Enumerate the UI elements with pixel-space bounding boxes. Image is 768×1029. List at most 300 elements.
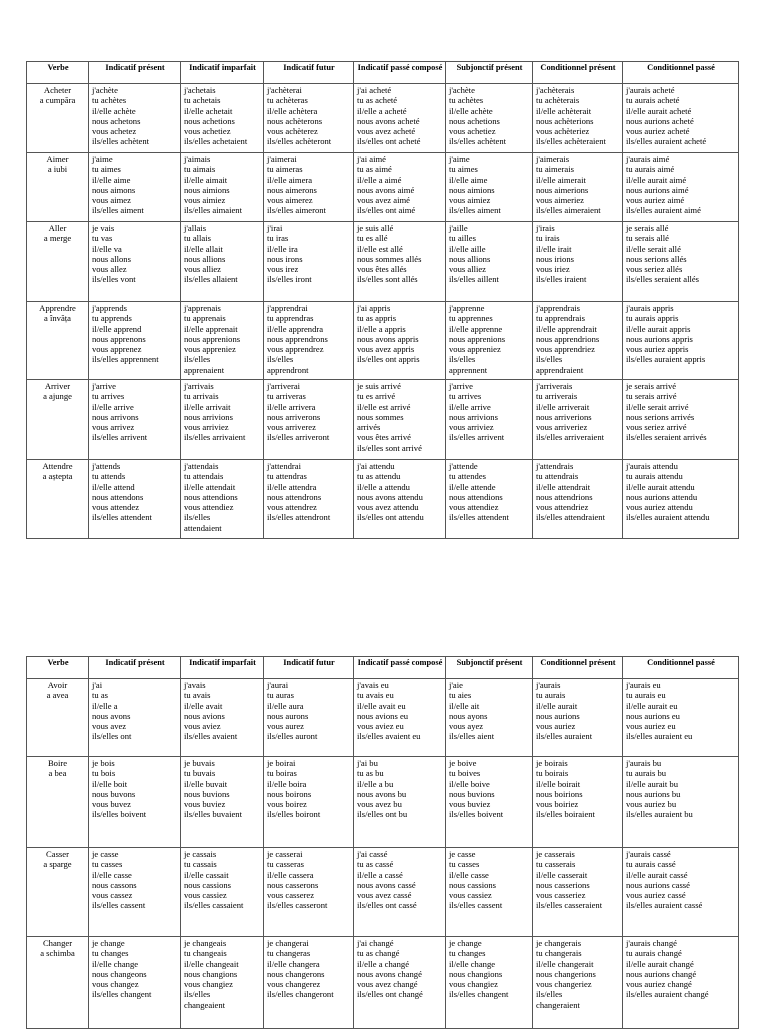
conjugation-form: tu achètes — [92, 95, 127, 106]
conjugation-form: vous apprendrez — [267, 344, 324, 355]
conjugation-form: j'aurais bu — [626, 758, 662, 768]
conjugation-cell — [181, 757, 264, 848]
conjugation-cell — [446, 302, 533, 380]
conjugation-form: vous changiez — [184, 979, 233, 990]
conjugation-cell — [89, 222, 181, 302]
conjugation-form: tu avais eu — [357, 690, 394, 701]
conjugation-cell — [264, 679, 354, 757]
verb-translation: a avea — [46, 690, 69, 701]
conjugation-form: nous aurions aimé — [626, 184, 689, 195]
conjugation-form: tu arriverais — [536, 391, 578, 402]
conjugation-form: vous auriez attendu — [626, 502, 693, 513]
conjugation-form: il/elle a bu — [357, 778, 394, 789]
conjugation-form: tu attendais — [184, 471, 224, 482]
conjugation-form: il/elle boira — [267, 778, 307, 789]
conjugation-cell — [446, 937, 533, 1029]
conjugation-form: tu as bu — [357, 768, 384, 779]
conjugation-form: il/elle apprendrait — [536, 323, 597, 334]
verb-cell — [27, 222, 89, 302]
conjugation-cell — [181, 679, 264, 757]
conjugation-form: il/elle aurait — [536, 700, 578, 711]
conjugation-form: il/elle attend — [92, 481, 135, 492]
conjugation-form: ils/elles aimeraient — [536, 205, 601, 216]
conjugation-form: tu aurais acheté — [626, 95, 680, 106]
conjugation-form: il/elle casse — [92, 869, 132, 880]
conjugation-form: tu changerais — [536, 948, 582, 959]
verb-translation: a bea — [48, 768, 67, 779]
conjugation-form: ils/elles aimeront — [267, 205, 326, 216]
conjugation-form: tu aurais appris — [626, 313, 679, 324]
conjugation-cell — [264, 153, 354, 222]
conjugation-cell — [623, 84, 739, 153]
verb-infinitive: Acheter — [43, 85, 72, 95]
conjugation-form: vous ayez — [449, 721, 484, 732]
conjugation-cell — [623, 460, 739, 539]
conjugation-form: j'achèterai — [267, 85, 302, 95]
conjugation-form: tu changeras — [267, 948, 311, 959]
conjugation-cell — [181, 302, 264, 380]
conjugation-form: il/elle changeait — [184, 958, 239, 969]
conjugation-form: ils/elles vont — [92, 274, 136, 285]
conjugation-table-1 — [26, 61, 739, 539]
conjugation-form: nous apprenions — [449, 333, 506, 344]
conjugation-form: il/elle aurait appris — [626, 323, 691, 334]
conjugation-cell — [446, 848, 533, 937]
conjugation-cell — [533, 460, 623, 539]
conjugation-form: je casserais — [536, 849, 575, 859]
conjugation-form: vous avez aimé — [357, 195, 410, 206]
column-header: Indicatif imparfait — [181, 657, 264, 679]
conjugation-form: tu as cassé — [357, 859, 394, 870]
conjugation-form: tu achèterais — [536, 95, 580, 106]
conjugation-form: tu serais arrivé — [626, 391, 677, 402]
conjugation-form: il/elle buvait — [184, 778, 228, 789]
conjugation-form: j'aie — [449, 680, 463, 690]
conjugation-form: je casserai — [267, 849, 303, 859]
conjugation-form: ils/elles aiment — [92, 205, 144, 216]
conjugation-form: vous buviez — [184, 799, 226, 810]
conjugation-form: j'aime — [92, 154, 113, 164]
conjugation-form: j'aimerais — [536, 154, 570, 164]
conjugation-form: ils/elles apprennent — [92, 354, 159, 365]
conjugation-form: ils/elles attendent — [449, 512, 509, 523]
conjugation-form: vous aimez — [92, 195, 131, 206]
conjugation-form: il/elle a cassé — [357, 869, 403, 880]
conjugation-form: nous achèterions — [536, 115, 594, 126]
conjugation-form: je buvais — [184, 758, 215, 768]
conjugation-form: il/elle a attendu — [357, 481, 410, 492]
conjugation-form: tu apprendras — [267, 313, 314, 324]
conjugation-cell — [354, 848, 446, 937]
conjugation-form: ils/elles auraient changé — [626, 989, 709, 1000]
conjugation-cell — [181, 848, 264, 937]
conjugation-form: il/elle attende — [449, 481, 496, 492]
conjugation-form: il/elle avait eu — [357, 700, 406, 711]
conjugation-cell — [181, 153, 264, 222]
conjugation-form: ils/elles arrivent — [92, 432, 148, 443]
column-header: Indicatif imparfait — [181, 62, 264, 84]
conjugation-form: attendaient — [184, 522, 222, 533]
conjugation-form: j'aurais eu — [626, 680, 661, 690]
conjugation-form: nous changions — [449, 968, 503, 979]
conjugation-cell — [89, 679, 181, 757]
conjugation-form: j'arrive — [449, 381, 473, 391]
conjugation-form: apprenaient — [184, 364, 225, 375]
conjugation-form: tu as acheté — [357, 95, 398, 106]
verb-row — [27, 380, 739, 460]
conjugation-form: nous avions eu — [357, 710, 409, 721]
verb-row — [27, 84, 739, 153]
conjugation-form: changeraient — [536, 999, 580, 1010]
conjugation-form: vous allez — [92, 264, 127, 275]
conjugation-form: vous aimiez — [184, 195, 226, 206]
conjugation-form: j'ai attendu — [357, 461, 395, 471]
conjugation-cell — [533, 757, 623, 848]
conjugation-form: vous apprenez — [92, 344, 142, 355]
conjugation-form: nous buvons — [92, 788, 136, 799]
conjugation-form: il/elle boirait — [536, 778, 581, 789]
conjugation-form: ils/elles iraient — [536, 274, 587, 285]
conjugation-form: j'apprenne — [449, 303, 485, 313]
conjugation-form: vous aimeriez — [536, 195, 584, 206]
conjugation-form: ils/elles boiront — [267, 809, 321, 820]
conjugation-form: vous attendiez — [184, 502, 234, 513]
verb-row — [27, 460, 739, 539]
conjugation-cell — [354, 153, 446, 222]
conjugation-form: je change — [92, 938, 125, 948]
conjugation-cell — [354, 757, 446, 848]
verb-infinitive: Aimer — [46, 154, 69, 164]
conjugation-form: vous êtes arrivé — [357, 432, 411, 443]
conjugation-form: tu apprenais — [184, 313, 226, 324]
verb-row — [27, 153, 739, 222]
conjugation-form: j'apprenais — [184, 303, 221, 313]
conjugation-form: il/elle achètera — [267, 105, 318, 116]
conjugation-form: ils/elles ont acheté — [357, 136, 421, 147]
conjugation-form: tu aies — [449, 690, 472, 701]
column-header: Indicatif futur — [264, 657, 354, 679]
conjugation-form: vous achetez — [92, 126, 137, 137]
conjugation-form: ils/elles aiment — [449, 205, 501, 216]
verb-cell — [27, 679, 89, 757]
conjugation-form: ils/elles auraient cassé — [626, 900, 703, 911]
conjugation-form: tu aimes — [449, 164, 478, 175]
conjugation-form: ils/elles casseront — [267, 900, 328, 911]
conjugation-form: nous ayons — [449, 710, 488, 721]
conjugation-form: nous avons cassé — [357, 879, 416, 890]
conjugation-form: il/elle apprenne — [449, 323, 503, 334]
conjugation-form: j'ai acheté — [357, 85, 392, 95]
conjugation-form: nous sommes allés — [357, 253, 422, 264]
conjugation-form: ils/elles arriveront — [267, 432, 330, 443]
header-row — [27, 657, 739, 679]
conjugation-form: nous achetions — [184, 115, 235, 126]
conjugation-cell — [354, 937, 446, 1029]
conjugation-form: il/elle serait arrivé — [626, 401, 689, 412]
verb-translation: a învăța — [44, 313, 71, 324]
conjugation-form: il/elle a changé — [357, 958, 410, 969]
conjugation-form: ils/elles avaient eu — [357, 731, 421, 742]
conjugation-form: tu casses — [92, 859, 123, 870]
conjugation-form: tu boives — [449, 768, 481, 779]
conjugation-form: tu changeais — [184, 948, 227, 959]
conjugation-cell — [446, 380, 533, 460]
conjugation-form: nous irions — [536, 253, 574, 264]
conjugation-form: je vais — [92, 223, 115, 233]
column-header: Indicatif futur — [264, 62, 354, 84]
conjugation-form: vous avez changé — [357, 979, 418, 990]
conjugation-form: j'attends — [92, 461, 121, 471]
conjugation-form: tu avais — [184, 690, 211, 701]
conjugation-form: vous boiriez — [536, 799, 579, 810]
conjugation-form: nous avons — [92, 710, 131, 721]
conjugation-form: ils/elles boivent — [92, 809, 147, 820]
conjugation-form: vous avez bu — [357, 799, 402, 810]
conjugation-form: tu iras — [267, 233, 289, 244]
conjugation-form: il/elle aimerait — [536, 174, 586, 185]
conjugation-form: vous avez acheté — [357, 126, 416, 137]
conjugation-form: j'attendais — [184, 461, 219, 471]
conjugation-cell — [533, 222, 623, 302]
conjugation-cell — [446, 222, 533, 302]
conjugation-form: nous aurions changé — [626, 968, 697, 979]
conjugation-form: nous attendons — [92, 491, 144, 502]
conjugation-form: ils/elles ont attendu — [357, 512, 424, 523]
conjugation-form: ils/elles — [536, 354, 563, 365]
conjugation-form: tu boirais — [536, 768, 569, 779]
conjugation-form: vous attendrez — [267, 502, 317, 513]
conjugation-form: nous cassons — [92, 879, 137, 890]
conjugation-form: nous boirions — [536, 788, 583, 799]
conjugation-cell — [89, 937, 181, 1029]
conjugation-form: j'arrive — [92, 381, 116, 391]
conjugation-form: vous achetiez — [449, 126, 496, 137]
conjugation-form: il/elle va — [92, 243, 122, 254]
conjugation-form: nous arrivons — [92, 411, 139, 422]
conjugation-form: apprennent — [449, 364, 488, 375]
conjugation-form: il/elle apprend — [92, 323, 142, 334]
conjugation-form: ils/elles — [267, 354, 294, 365]
conjugation-form: ils/elles sont arrivé — [357, 442, 422, 453]
conjugation-cell — [264, 848, 354, 937]
conjugation-form: vous apprendriez — [536, 344, 595, 355]
conjugation-form: ils/elles cassent — [449, 900, 503, 911]
conjugation-form: nous aurions — [536, 710, 580, 721]
conjugation-form: tu apprends — [92, 313, 132, 324]
conjugation-form: tu aurais cassé — [626, 859, 676, 870]
conjugation-form: tu boiras — [267, 768, 297, 779]
conjugation-form: vous iriez — [536, 264, 570, 275]
conjugation-form: nous buvions — [184, 788, 230, 799]
conjugation-cell — [354, 679, 446, 757]
conjugation-cell — [623, 937, 739, 1029]
conjugation-form: vous casseriez — [536, 890, 586, 901]
conjugation-form: vous avez attendu — [357, 502, 419, 513]
conjugation-cell — [533, 302, 623, 380]
conjugation-form: j'aurais appris — [626, 303, 674, 313]
conjugation-form: j'achète — [449, 85, 475, 95]
conjugation-form: nous changions — [184, 968, 238, 979]
conjugation-form: il/elle aimait — [184, 174, 228, 185]
verb-row — [27, 679, 739, 757]
verb-infinitive: Attendre — [42, 461, 73, 471]
conjugation-form: je change — [449, 938, 482, 948]
conjugation-form: nous attendrions — [536, 491, 593, 502]
column-header: Conditionnel présent — [533, 62, 623, 84]
conjugation-form: nous buvions — [449, 788, 495, 799]
conjugation-cell — [623, 153, 739, 222]
conjugation-form: vous achèterez — [267, 126, 318, 137]
conjugation-form: nous allons — [92, 253, 131, 264]
conjugation-form: je boive — [449, 758, 477, 768]
conjugation-cell — [181, 84, 264, 153]
conjugation-form: il/elle a — [92, 700, 118, 711]
verb-row — [27, 222, 739, 302]
conjugation-form: tu achetais — [184, 95, 221, 106]
conjugation-form: il/elle apprenait — [184, 323, 238, 334]
conjugation-cell — [89, 848, 181, 937]
column-header: Indicatif présent — [89, 62, 181, 84]
conjugation-form: nous cassions — [449, 879, 497, 890]
conjugation-form: il/elle apprendra — [267, 323, 324, 334]
conjugation-form: nous achetions — [449, 115, 500, 126]
conjugation-form: vous alliez — [449, 264, 486, 275]
verb-infinitive: Boire — [47, 758, 68, 768]
conjugation-form: ils/elles ont bu — [357, 809, 408, 820]
conjugation-cell — [623, 848, 739, 937]
conjugation-form: il/elle achète — [449, 105, 493, 116]
conjugation-form: il/elle achetait — [184, 105, 233, 116]
conjugation-form: ils/elles — [184, 512, 211, 523]
conjugation-form: tu as — [92, 690, 108, 701]
conjugation-form: tu changes — [449, 948, 486, 959]
conjugation-form: tu achètes — [449, 95, 484, 106]
conjugation-form: je changeais — [184, 938, 227, 948]
conjugation-form: il/elle aurait changé — [626, 958, 694, 969]
conjugation-form: j'achetais — [184, 85, 216, 95]
conjugation-form: il/elle irait — [536, 243, 572, 254]
conjugation-form: ils/elles attendent — [92, 512, 152, 523]
conjugation-form: tu bois — [92, 768, 116, 779]
conjugation-form: j'arriverai — [267, 381, 301, 391]
conjugation-form: j'aurais — [536, 680, 561, 690]
conjugation-form: tu aimerais — [536, 164, 574, 175]
verb-row — [27, 937, 739, 1029]
conjugation-form: vous cassiez — [184, 890, 227, 901]
conjugation-form: ils/elles changent — [449, 989, 509, 1000]
conjugation-form: nous aurions appris — [626, 333, 693, 344]
verb-infinitive: Aller — [48, 223, 67, 233]
conjugation-form: nous avions — [184, 710, 225, 721]
conjugation-form: nous avons changé — [357, 968, 422, 979]
conjugation-form: ils/elles ont cassé — [357, 900, 417, 911]
conjugation-form: il/elle boive — [449, 778, 490, 789]
conjugation-form: je serais arrivé — [626, 381, 677, 391]
conjugation-cell — [533, 380, 623, 460]
conjugation-form: j'avais — [184, 680, 206, 690]
conjugation-form: ils/elles achèteraient — [536, 136, 606, 147]
conjugation-cell — [623, 380, 739, 460]
conjugation-form: j'ai cassé — [357, 849, 388, 859]
conjugation-form: ils/elles auraient attendu — [626, 512, 710, 523]
conjugation-cell — [264, 937, 354, 1029]
conjugation-form: tu aurais aimé — [626, 164, 675, 175]
conjugation-form: ils/elles aillent — [449, 274, 499, 285]
conjugation-form: j'aime — [449, 154, 470, 164]
conjugation-form: nous aurions eu — [626, 710, 680, 721]
conjugation-form: il/elle arriverait — [536, 401, 590, 412]
conjugation-form: ils/elles ont appris — [357, 354, 420, 365]
verb-translation: a ajunge — [43, 391, 72, 402]
conjugation-form: vous boirez — [267, 799, 307, 810]
verb-cell — [27, 84, 89, 153]
conjugation-form: nous serions arrivés — [626, 411, 695, 422]
conjugation-form: ils/elles buvaient — [184, 809, 242, 820]
conjugation-form: il/elle achète — [92, 105, 136, 116]
conjugation-form: je changerais — [536, 938, 582, 948]
conjugation-form: j'attendrais — [536, 461, 574, 471]
conjugation-form: nous allions — [184, 253, 226, 264]
conjugation-form: ils/elles avaient — [184, 731, 238, 742]
conjugation-form: ils/elles arriveraient — [536, 432, 605, 443]
conjugation-form: je serais allé — [626, 223, 669, 233]
conjugation-form: j'aille — [449, 223, 468, 233]
conjugation-cell — [533, 848, 623, 937]
conjugation-form: vous avez — [92, 721, 127, 732]
conjugation-form: tu aurais bu — [626, 768, 667, 779]
conjugation-cell — [533, 84, 623, 153]
verb-cell — [27, 460, 89, 539]
verb-translation: a merge — [43, 233, 72, 244]
conjugation-form: ils/elles — [536, 989, 563, 1000]
conjugation-form: j'ai appris — [357, 303, 391, 313]
column-header: Verbe — [27, 657, 89, 679]
conjugation-form: nous achetons — [92, 115, 141, 126]
conjugation-form: j'aurais acheté — [626, 85, 675, 95]
conjugation-form: vous seriez arrivé — [626, 422, 687, 433]
conjugation-cell — [181, 937, 264, 1029]
conjugation-form: ils/elles aient — [449, 731, 495, 742]
conjugation-form: ils/elles ont — [92, 731, 132, 742]
conjugation-form: ils/elles iront — [267, 274, 312, 285]
conjugation-form: ils/elles attendront — [267, 512, 331, 523]
conjugation-form: nous aurions acheté — [626, 115, 694, 126]
conjugation-form: il/elle achèterait — [536, 105, 592, 116]
conjugation-form: nous aimons — [92, 184, 136, 195]
conjugation-form: vous êtes allés — [357, 264, 407, 275]
conjugation-form: ils/elles changent — [92, 989, 152, 1000]
column-header: Indicatif présent — [89, 657, 181, 679]
conjugation-form: il/elle arrive — [449, 401, 491, 412]
conjugation-form: tu apprendrais — [536, 313, 585, 324]
conjugation-form: vous aviez eu — [357, 721, 404, 732]
conjugation-form: tu casserais — [536, 859, 576, 870]
conjugation-form: vous attendez — [92, 502, 140, 513]
conjugation-form: nous sommes — [357, 411, 404, 422]
conjugation-form: vous seriez allés — [626, 264, 683, 275]
column-header: Verbe — [27, 62, 89, 84]
conjugation-form: tu ailles — [449, 233, 476, 244]
column-header: Indicatif passé composé — [354, 657, 446, 679]
conjugation-table-2 — [26, 656, 739, 1029]
conjugation-form: j'apprends — [92, 303, 127, 313]
conjugation-form: ils/elles boiraient — [536, 809, 595, 820]
conjugation-form: vous auriez eu — [626, 721, 676, 732]
conjugation-form: ils/elles arrivent — [449, 432, 505, 443]
conjugation-form: tu aimes — [92, 164, 121, 175]
conjugation-form: je changerai — [267, 938, 309, 948]
verb-infinitive: Arriver — [44, 381, 71, 391]
